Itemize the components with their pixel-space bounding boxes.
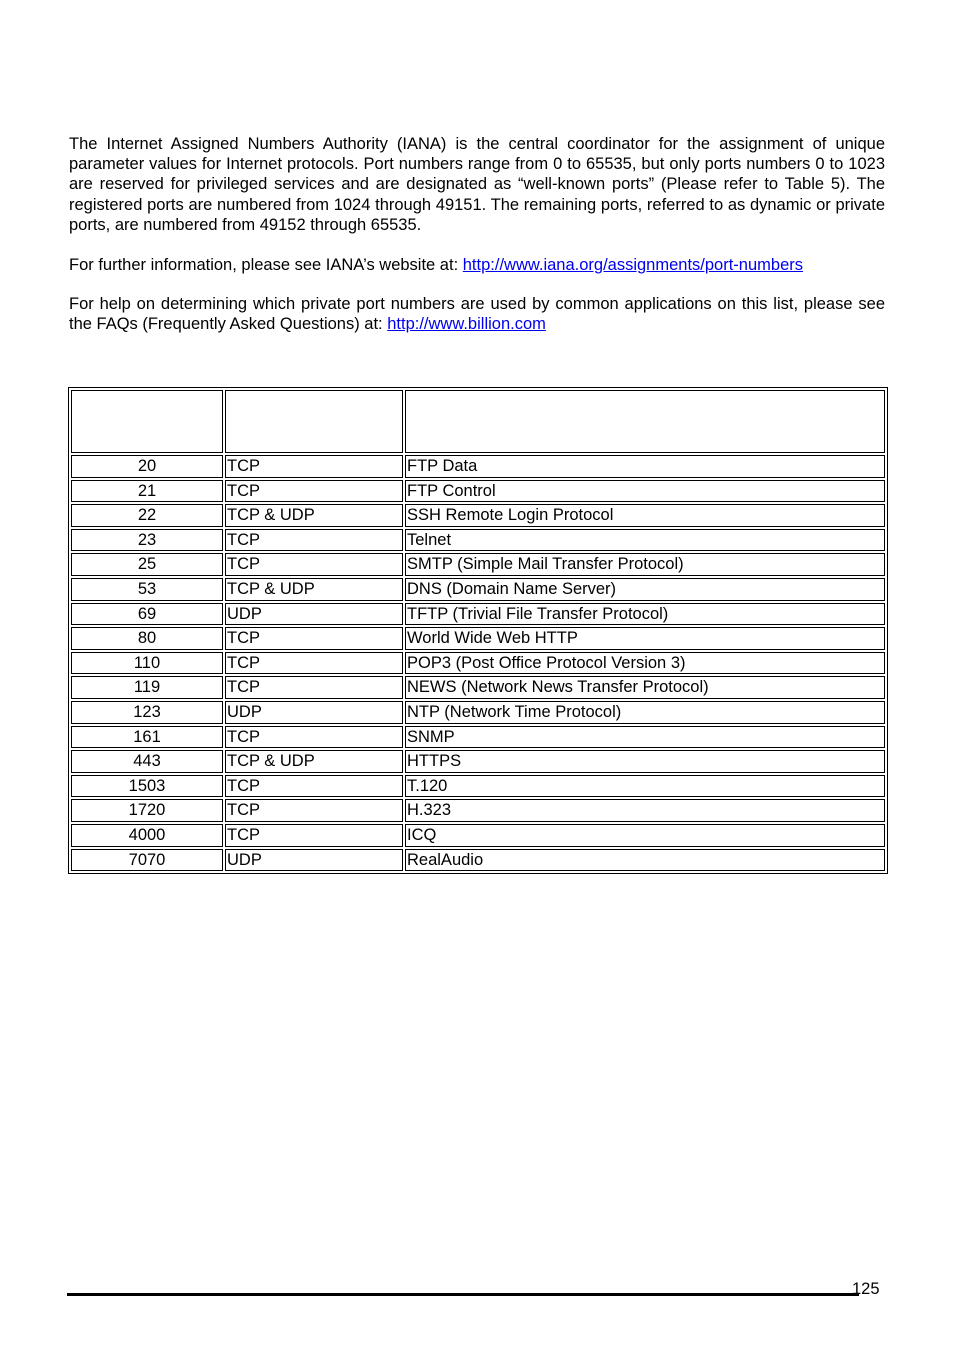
protocol-cell: TCP (225, 824, 403, 847)
port-cell: 69 (71, 603, 223, 626)
table-row (71, 775, 885, 798)
table-row (71, 553, 885, 576)
protocol-cell: TCP (225, 775, 403, 798)
port-cell: 23 (71, 529, 223, 552)
table-row (71, 455, 885, 478)
description-cell: FTP Control (405, 480, 885, 503)
page-number: 125 (852, 1280, 880, 1298)
protocol-cell: TCP (225, 726, 403, 749)
port-cell: 21 (71, 480, 223, 503)
protocol-cell: UDP (225, 701, 403, 724)
port-cell: 80 (71, 627, 223, 650)
port-cell: 4000 (71, 824, 223, 847)
table-row (71, 676, 885, 699)
description-cell: RealAudio (405, 849, 885, 872)
table-row (71, 652, 885, 675)
protocol-cell: TCP & UDP (225, 750, 403, 773)
table-row (71, 578, 885, 601)
port-cell: 119 (71, 676, 223, 699)
protocol-cell: TCP (225, 480, 403, 503)
port-cell: 7070 (71, 849, 223, 872)
protocol-cell: TCP (225, 455, 403, 478)
protocol-cell: TCP & UDP (225, 504, 403, 527)
protocol-cell: UDP (225, 849, 403, 872)
port-cell: 53 (71, 578, 223, 601)
table-row (71, 701, 885, 724)
table-row (71, 504, 885, 527)
description-cell: DNS (Domain Name Server) (405, 578, 885, 601)
port-cell: 22 (71, 504, 223, 527)
iana-info-text: For further information, please see IANA’s website at: (69, 256, 463, 274)
billion-link[interactable]: http://www.billion.com (387, 315, 546, 334)
table-row (71, 750, 885, 773)
port-cell: 25 (71, 553, 223, 576)
description-cell: POP3 (Post Office Protocol Version 3) (405, 652, 885, 675)
description-cell: H.323 (405, 799, 885, 822)
port-numbers-table (68, 387, 888, 874)
table-header-row (71, 390, 885, 453)
port-cell: 443 (71, 750, 223, 773)
description-cell: FTP Data (405, 455, 885, 478)
header-cell-description (405, 390, 885, 453)
header-cell-protocol (225, 390, 403, 453)
protocol-cell: TCP (225, 676, 403, 699)
table-row (71, 603, 885, 626)
port-cell: 161 (71, 726, 223, 749)
port-cell: 1720 (71, 799, 223, 822)
description-cell: SNMP (405, 726, 885, 749)
footer-rule (67, 1293, 859, 1296)
description-cell: ICQ (405, 824, 885, 847)
header-cell-port (71, 390, 223, 453)
port-cell: 1503 (71, 775, 223, 798)
description-cell: TFTP (Trivial File Transfer Protocol) (405, 603, 885, 626)
iana-link[interactable]: http://www.iana.org/assignments/port-numbers (462, 256, 803, 274)
description-cell: HTTPS (405, 750, 885, 773)
table-row (71, 627, 885, 650)
protocol-cell: TCP (225, 652, 403, 675)
description-cell: SMTP (Simple Mail Transfer Protocol) (405, 553, 885, 576)
port-cell: 123 (71, 701, 223, 724)
description-cell: NEWS (Network News Transfer Protocol) (405, 676, 885, 699)
port-cell: 20 (71, 455, 223, 478)
faq-paragraph (69, 294, 885, 334)
description-cell: SSH Remote Login Protocol (405, 504, 885, 527)
port-cell: 110 (71, 652, 223, 675)
table-row (71, 529, 885, 552)
description-cell: Telnet (405, 529, 885, 552)
iana-info-paragraph (69, 255, 885, 275)
table-row (71, 824, 885, 847)
protocol-cell: TCP (225, 529, 403, 552)
protocol-cell: UDP (225, 603, 403, 626)
description-cell: World Wide Web HTTP (405, 627, 885, 650)
protocol-cell: TCP (225, 627, 403, 650)
protocol-cell: TCP (225, 553, 403, 576)
table-row (71, 849, 885, 872)
table-row (71, 480, 885, 503)
intro-paragraph: The Internet Assigned Numbers Authority (IANA) is the central coordinator for the assignment of unique parameter values for Internet protocols. Port numbers range from 0 to 65535, but only ports numbers 0 to 1023 are reserved for privileged services and are designated as “well-known ports” (Please refer to Table 5). The registered ports are numbered from 1024 through 49151. The remaining ports, referred to as dynamic or private ports, are numbered from 49152 through 65535. (69, 135, 885, 234)
table-row (71, 799, 885, 822)
protocol-cell: TCP (225, 799, 403, 822)
table-row (71, 726, 885, 749)
description-cell: T.120 (405, 775, 885, 798)
faq-text: For help on determining which private port numbers are used by common applications on this list, please see the FAQs (Frequently Asked Questions) at: (69, 295, 885, 334)
protocol-cell: TCP & UDP (225, 578, 403, 601)
description-cell: NTP (Network Time Protocol) (405, 701, 885, 724)
